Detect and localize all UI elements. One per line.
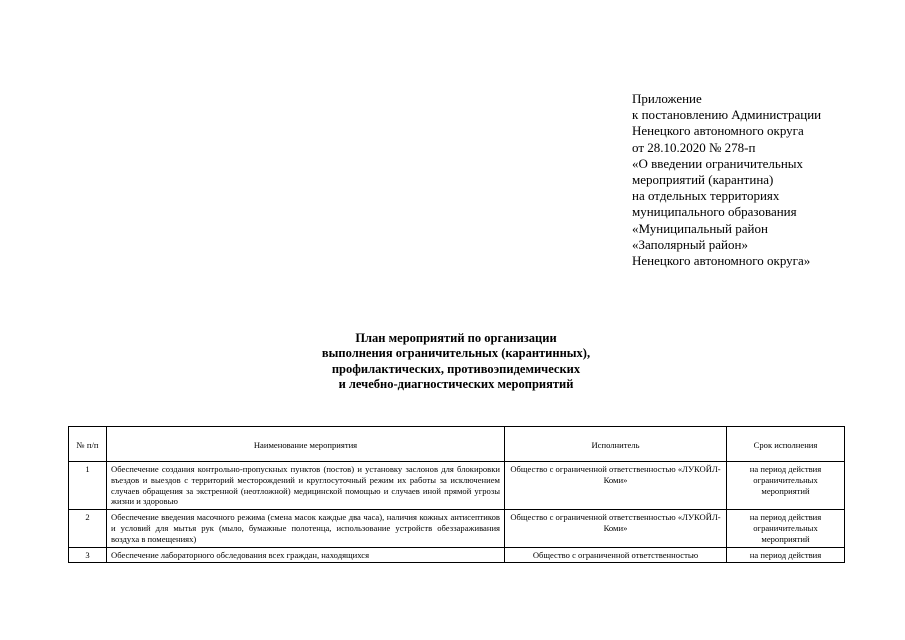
header-executor: Исполнитель — [505, 427, 727, 462]
measures-table — [68, 426, 845, 563]
appendix-line: к постановлению Администрации — [632, 107, 822, 123]
row-name-text: Обеспечение лабораторного обследования всех граждан, находящихся — [111, 549, 370, 560]
row-num — [69, 547, 107, 562]
row-term: на период действия ограничительных мероприятий — [727, 462, 845, 510]
plan-title-line: План мероприятий по организации — [355, 331, 557, 345]
appendix-line: Ненецкого автономного округа» — [632, 253, 811, 269]
appendix-line: Приложение — [632, 91, 702, 106]
row-num: 2 — [69, 510, 107, 547]
row-num: 1 — [69, 462, 107, 510]
row-term — [727, 547, 845, 562]
row-name: Обеспечение создания контрольно-пропускных пунктов (постов) и установку заслонов для блокировки въездов и выездов с территорий месторождений и круглосуточный режим их работы за исключением случаев обращения за экстренной (неотложной) медицинской помощью и случаев иной прямой угрозы жизни и здоровью — [107, 462, 505, 510]
row-term-text: на период действия — [749, 549, 822, 560]
table-row — [69, 462, 845, 510]
row-num-text: 3 — [85, 549, 90, 560]
appendix-line: на отдельных территориях — [632, 188, 780, 204]
table-header-row — [69, 427, 845, 462]
header-name: Наименование мероприятия — [107, 427, 505, 462]
plan-title — [300, 331, 612, 393]
appendix-line: «Заполярный район» — [632, 236, 748, 252]
plan-title-line: профилактических, противоэпидемических — [331, 361, 581, 376]
table-row — [69, 547, 845, 562]
row-executor: Общество с ограниченной ответственностью «ЛУКОЙЛ-Коми» — [505, 510, 727, 547]
table-row — [69, 510, 845, 547]
row-term: на период действия ограничительных мероприятий — [727, 510, 845, 547]
appendix-line: «О введении ограничительных — [632, 155, 804, 171]
appendix-line: от 28.10.2020 № 278-п — [632, 139, 756, 155]
header-term: Срок исполнения — [727, 427, 845, 462]
appendix-line: «Муниципальный район — [632, 220, 768, 236]
appendix-line: муниципального образования — [632, 204, 797, 220]
row-name — [107, 547, 505, 562]
appendix-header — [632, 91, 892, 269]
appendix-line: мероприятий (карантина) — [632, 172, 774, 188]
appendix-line: Ненецкого автономного округа — [632, 123, 804, 139]
plan-title-line: и лечебно-диагностических мероприятий — [338, 377, 574, 392]
row-executor — [505, 547, 727, 562]
row-executor-text: Общество с ограниченной ответственностью — [532, 549, 699, 560]
row-name: Обеспечение введения масочного режима (смена масок каждые два часа), наличия кожных антисептиков и условий для мытья рук (мыло, бумажные полотенца, использование устройств обеззараживания воздуха в помещениях) — [107, 510, 505, 547]
plan-title-line: выполнения ограничительных (карантинных), — [321, 346, 591, 361]
header-num: № п/п — [69, 427, 107, 462]
row-executor: Общество с ограниченной ответственностью «ЛУКОЙЛ-Коми» — [505, 462, 727, 510]
